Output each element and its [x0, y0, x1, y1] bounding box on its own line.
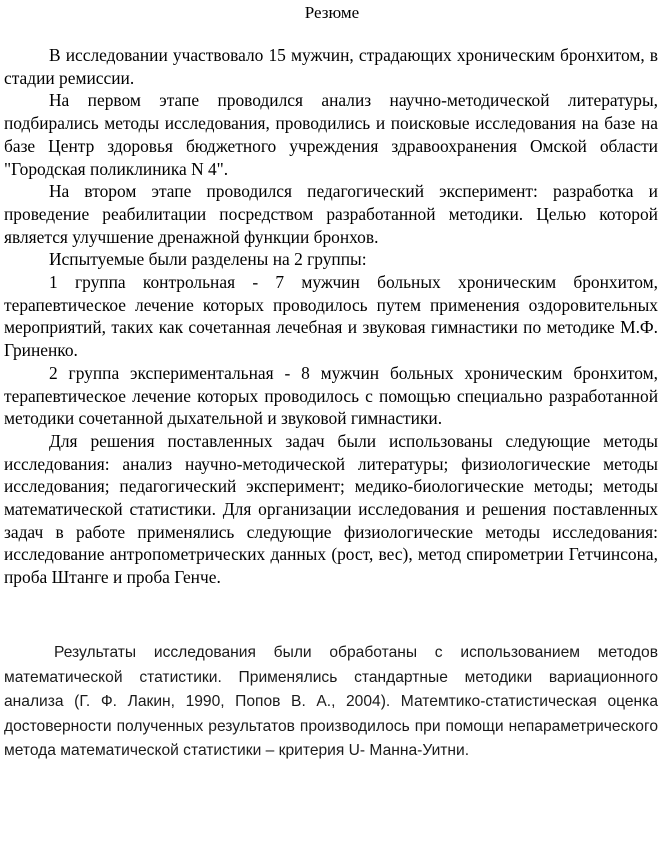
paragraph-methods: Для решения поставленных задач были использованы следующие методы исследования: анализ научно-методической литературы; физиологические методы исследования; педагогический эксперимент; медико-биологические методы; методы математической статистики. Для организации исследования и решения поставленных задач в работе применялись следующие физиологические методы исследования: исследование антропометрических данных (рост, вес), метод спирометрии Гетчинсона, проба Штанге и проба Генче.: [4, 430, 658, 588]
paragraph-results: Результаты исследования были обработаны с использованием методов математической статистики. Применялись стандартные методики вариационного анализа (Г. Ф. Лакин, 1990, Попов В. А., 2004). Матемтико-статистическая оценка достоверности полученных результатов производилось при помощи непараметрического метода математической статистики – критерия U- Манна-Уитни.: [4, 644, 658, 760]
paragraph-control-group: 1 группа контрольная - 7 мужчин больных хроническим бронхитом, терапевтическое лечение которых проводилось путем применения оздоровительных мероприятий, таких как сочетанная лечебная и звуковая гимнастики по методике М.Ф. Гриненко.: [4, 272, 658, 361]
summary-body: [4, 44, 658, 589]
paragraph-groups-intro: Испытуемые были разделены на 2 группы:: [49, 249, 367, 270]
results-body: [4, 641, 658, 764]
paragraph-participants: В исследовании участвовало 15 мужчин, страдающих хроническим бронхитом, в стадии ремиссии.: [4, 45, 658, 88]
page-title: Резюме: [304, 3, 360, 22]
paragraph-stage-one: На первом этапе проводился анализ научно-методической литературы, подбирались методы исследования, проводились и поисковые исследования на базе на базе Центр здоровья бюджетного учреждения здравоохранения Омской области "Городская поликлиника N 4".: [4, 90, 658, 179]
paragraph-stage-two: На втором этапе проводился педагогический эксперимент: разработка и проведение реабилитации посредством разработанной методики. Целью которой является улучшение дренажной функции бронхов.: [4, 181, 658, 247]
paragraph-experimental-group: 2 группа экспериментальная - 8 мужчин больных хроническим бронхитом, терапевтическое лечение которых проводилось с помощью специально разработанной методики сочетанной дыхательной и звуковой гимнастики.: [4, 362, 658, 429]
